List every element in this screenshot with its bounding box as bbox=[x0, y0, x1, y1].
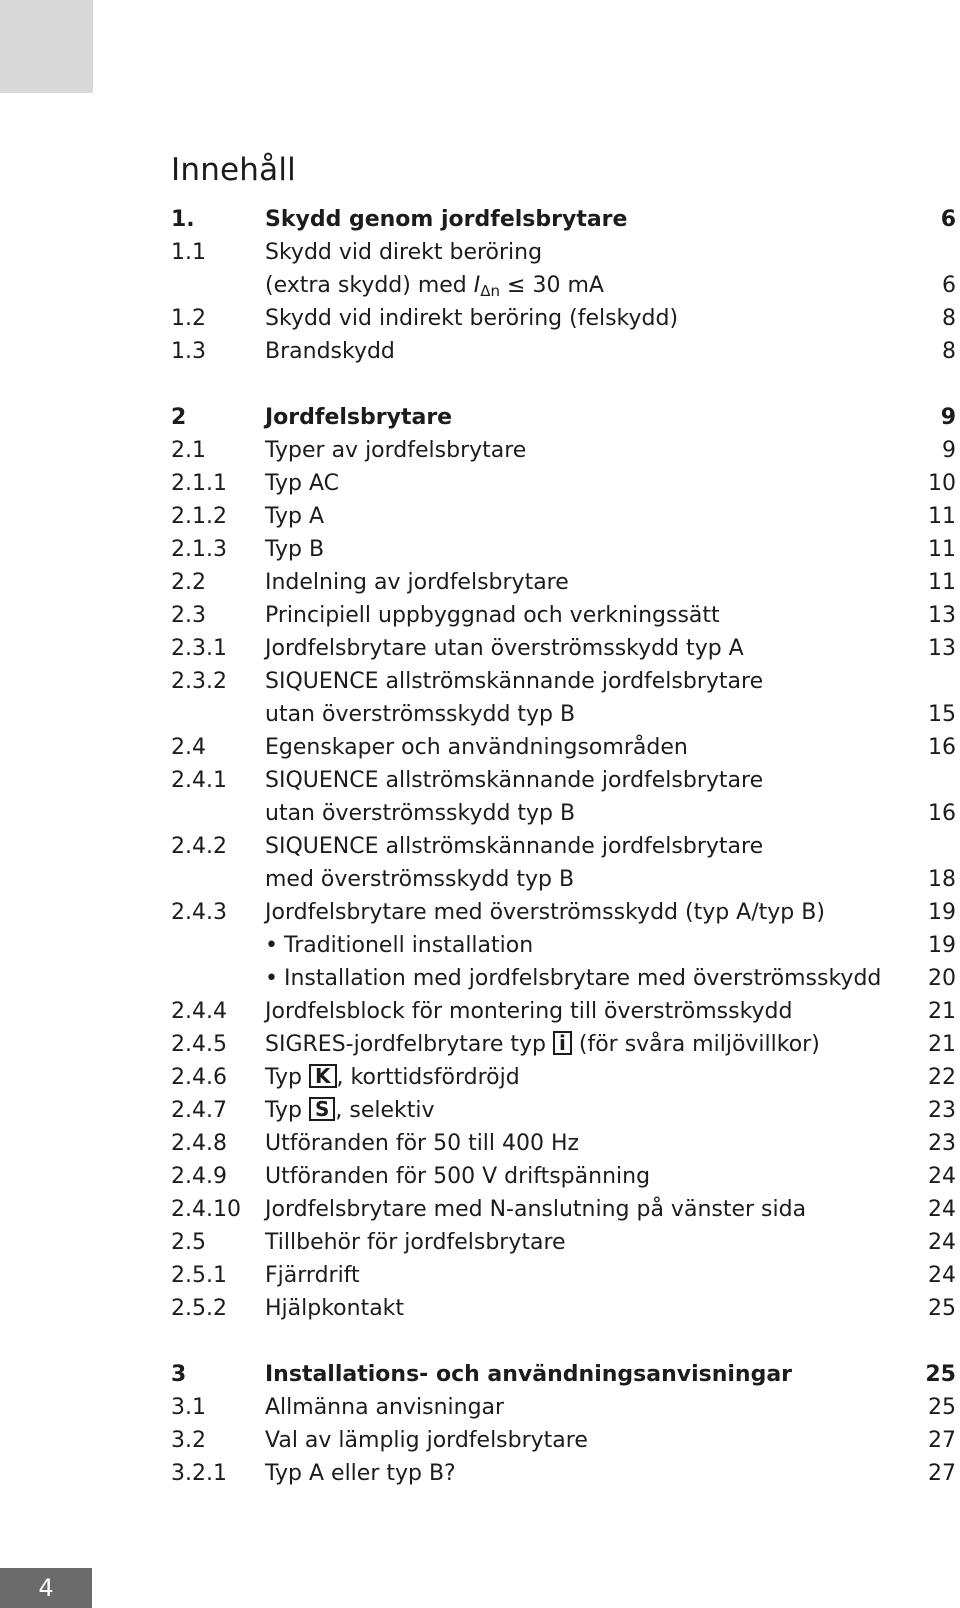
toc-entry-title: Jordfelsblock för montering till överströmsskydd bbox=[265, 999, 793, 1024]
toc-entry-title bbox=[265, 929, 533, 962]
toc-entry[interactable] bbox=[171, 1358, 956, 1391]
toc-entry-title: Typ B bbox=[265, 537, 325, 562]
toc-entry[interactable] bbox=[171, 995, 956, 1028]
toc-entry[interactable] bbox=[171, 335, 956, 368]
toc-entry-number: 2.5 bbox=[171, 1230, 206, 1255]
toc-entry[interactable] bbox=[171, 500, 956, 533]
current-symbol: I bbox=[473, 273, 481, 298]
toc-entry-number: 2.4.4 bbox=[171, 999, 227, 1024]
toc-entry[interactable] bbox=[171, 896, 956, 929]
page-number-badge: 4 bbox=[0, 1568, 92, 1608]
toc-entry-title: Tillbehör för jordfelsbrytare bbox=[265, 1230, 566, 1255]
toc-entry[interactable] bbox=[171, 1259, 956, 1292]
toc-entry-number: 1.2 bbox=[171, 306, 206, 331]
toc-entry-page: 25 bbox=[928, 1296, 956, 1321]
toc-entry-page: 6 bbox=[942, 273, 956, 298]
toc-entry-title: Jordfelsbrytare utan överströmsskydd typ A bbox=[265, 636, 744, 661]
toc-entry-page: 11 bbox=[928, 504, 956, 529]
toc-entry-number: 2.5.2 bbox=[171, 1296, 227, 1321]
toc-entry[interactable] bbox=[171, 434, 956, 467]
toc-entry[interactable] bbox=[171, 764, 956, 797]
toc-entry-title: SIQUENCE allströmskännande jordfelsbrytare bbox=[265, 834, 764, 859]
toc-entry-number: 2.3.1 bbox=[171, 636, 227, 661]
toc-entry-number: 3 bbox=[171, 1362, 187, 1387]
toc-entry-title: Skydd vid indirekt beröring (felskydd) bbox=[265, 306, 679, 331]
page-title: Innehåll bbox=[171, 152, 296, 188]
toc-entry-page: 24 bbox=[928, 1197, 956, 1222]
toc-entry-page: 9 bbox=[942, 438, 956, 463]
toc-entry[interactable] bbox=[171, 566, 956, 599]
toc-entry-title bbox=[265, 1094, 435, 1127]
toc-entry-number: 3.2 bbox=[171, 1428, 206, 1453]
toc-entry-title: Indelning av jordfelsbrytare bbox=[265, 570, 569, 595]
toc-entry-title bbox=[265, 1061, 520, 1094]
toc-entry-number: 2.1 bbox=[171, 438, 206, 463]
toc-entry-number: 2.4.6 bbox=[171, 1065, 227, 1090]
toc-entry-continuation[interactable] bbox=[171, 797, 956, 830]
type-i-symbol-icon: i bbox=[553, 1031, 572, 1055]
bullet-icon: • bbox=[265, 933, 278, 958]
toc-entry-title: Allmänna anvisningar bbox=[265, 1395, 505, 1420]
toc-entry-page: 10 bbox=[928, 471, 956, 496]
toc-entry[interactable] bbox=[171, 599, 956, 632]
toc-entry-continuation[interactable] bbox=[171, 269, 956, 302]
toc-entry-title: Typer av jordfelsbrytare bbox=[265, 438, 527, 463]
toc-entry-title: Jordfelsbrytare med överströmsskydd (typ A/typ B) bbox=[265, 900, 825, 925]
toc-entry-page: 24 bbox=[928, 1263, 956, 1288]
toc-entry-page: 27 bbox=[928, 1461, 956, 1486]
toc-entry[interactable] bbox=[171, 632, 956, 665]
toc-entry-number: 2.2 bbox=[171, 570, 206, 595]
toc-entry-title: Typ AC bbox=[265, 471, 340, 496]
toc-entry[interactable] bbox=[171, 1061, 956, 1094]
corner-decoration-block bbox=[0, 0, 93, 93]
toc-entry[interactable] bbox=[171, 1094, 956, 1127]
toc-entry-page: 6 bbox=[940, 207, 956, 232]
bullet-icon: • bbox=[265, 966, 278, 991]
toc-entry-title-part: ≤ 30 mA bbox=[500, 273, 604, 298]
toc-entry[interactable] bbox=[171, 1193, 956, 1226]
toc-entry-title: utan överströmsskydd typ B bbox=[265, 702, 576, 727]
toc-entry-number: 2.4.1 bbox=[171, 768, 227, 793]
toc-entry-page: 16 bbox=[928, 801, 956, 826]
toc-entry-number: 1.3 bbox=[171, 339, 206, 364]
toc-entry-page: 8 bbox=[942, 306, 956, 331]
toc-entry[interactable] bbox=[171, 1292, 956, 1325]
toc-entry-title: Typ A eller typ B? bbox=[265, 1461, 456, 1486]
toc-entry-number: 3.1 bbox=[171, 1395, 206, 1420]
toc-entry-title-part: Typ bbox=[265, 1098, 309, 1123]
toc-entry-title: utan överströmsskydd typ B bbox=[265, 801, 576, 826]
toc-entry-title-part: Traditionell installation bbox=[283, 933, 534, 958]
toc-entry-number: 2.4.9 bbox=[171, 1164, 227, 1189]
toc-entry-title-part: (extra skydd) med bbox=[265, 273, 474, 298]
toc-entry[interactable] bbox=[171, 1457, 956, 1490]
toc-entry-continuation[interactable] bbox=[171, 863, 956, 896]
toc-entry[interactable] bbox=[171, 1226, 956, 1259]
toc-entry-page: 8 bbox=[942, 339, 956, 364]
toc-entry-page: 13 bbox=[928, 603, 956, 628]
current-subscript: Δn bbox=[480, 282, 501, 300]
toc-entry[interactable] bbox=[171, 1391, 956, 1424]
toc-entry-number: 2 bbox=[171, 405, 187, 430]
toc-entry-page: 19 bbox=[928, 933, 956, 958]
table-of-contents bbox=[171, 203, 956, 1490]
toc-entry-page: 21 bbox=[928, 999, 956, 1024]
toc-entry-number: 2.1.3 bbox=[171, 537, 227, 562]
toc-entry-title: SIQUENCE allströmskännande jordfelsbrytare bbox=[265, 768, 764, 793]
toc-entry-page: 9 bbox=[940, 405, 956, 430]
toc-entry-number: 2.5.1 bbox=[171, 1263, 227, 1288]
toc-entry-title bbox=[265, 962, 881, 995]
toc-bullet-entry[interactable] bbox=[171, 962, 956, 995]
toc-entry[interactable] bbox=[171, 533, 956, 566]
toc-entry-continuation[interactable] bbox=[171, 698, 956, 731]
toc-entry-title: Hjälpkontakt bbox=[265, 1296, 405, 1321]
toc-entry-title: Installations- och användningsanvisningar bbox=[265, 1362, 793, 1387]
toc-entry-page: 24 bbox=[928, 1230, 956, 1255]
toc-entry-page: 19 bbox=[928, 900, 956, 925]
toc-entry-title: Utföranden för 50 till 400 Hz bbox=[265, 1131, 580, 1156]
toc-entry-number: 2.3.2 bbox=[171, 669, 227, 694]
toc-entry-title: Skydd vid direkt beröring bbox=[265, 240, 543, 265]
toc-entry-title: Val av lämplig jordfelsbrytare bbox=[265, 1428, 588, 1453]
toc-entry[interactable] bbox=[171, 1160, 956, 1193]
toc-entry-number: 2.1.2 bbox=[171, 504, 227, 529]
toc-entry-number: 3.2.1 bbox=[171, 1461, 227, 1486]
toc-entry-page: 22 bbox=[928, 1065, 956, 1090]
toc-bullet-entry[interactable] bbox=[171, 929, 956, 962]
toc-entry-page: 13 bbox=[928, 636, 956, 661]
toc-entry-page: 25 bbox=[928, 1395, 956, 1420]
toc-entry[interactable] bbox=[171, 1028, 956, 1061]
toc-entry-page: 23 bbox=[928, 1131, 956, 1156]
toc-entry[interactable] bbox=[171, 665, 956, 698]
toc-entry-page: 24 bbox=[928, 1164, 956, 1189]
toc-entry-page: 23 bbox=[928, 1098, 956, 1123]
toc-entry-title-part: Installation med jordfelsbrytare med överströmsskydd bbox=[283, 966, 882, 991]
toc-entry[interactable] bbox=[171, 236, 956, 269]
toc-entry[interactable] bbox=[171, 731, 956, 764]
toc-entry-title-part: , korttidsfördröjd bbox=[336, 1065, 520, 1090]
toc-entry-page: 16 bbox=[928, 735, 956, 760]
toc-entry[interactable] bbox=[171, 401, 956, 434]
toc-entry-title: Jordfelsbrytare bbox=[265, 405, 453, 430]
toc-entry-title: med överströmsskydd typ B bbox=[265, 867, 575, 892]
toc-entry-title: Fjärrdrift bbox=[265, 1263, 360, 1288]
toc-entry-title: Skydd genom jordfelsbrytare bbox=[265, 207, 628, 232]
toc-entry-number: 2.4.2 bbox=[171, 834, 227, 859]
toc-entry-title bbox=[265, 269, 604, 304]
toc-entry-page: 20 bbox=[928, 966, 956, 991]
toc-entry-title: Brandskydd bbox=[265, 339, 395, 364]
toc-entry-number: 1.1 bbox=[171, 240, 206, 265]
toc-entry-title: Jordfelsbrytare med N-anslutning på vänster sida bbox=[265, 1197, 807, 1222]
type-s-symbol-icon: S bbox=[309, 1097, 335, 1121]
toc-entry-title: Utföranden för 500 V driftspänning bbox=[265, 1164, 651, 1189]
toc-entry[interactable] bbox=[171, 302, 956, 335]
toc-entry-number: 2.4 bbox=[171, 735, 206, 760]
toc-entry[interactable] bbox=[171, 1424, 956, 1457]
type-k-symbol-icon: K bbox=[309, 1064, 337, 1088]
toc-entry-title: SIQUENCE allströmskännande jordfelsbrytare bbox=[265, 669, 764, 694]
toc-entry-number: 2.3 bbox=[171, 603, 206, 628]
toc-entry-number: 2.4.3 bbox=[171, 900, 227, 925]
toc-entry-page: 15 bbox=[928, 702, 956, 727]
toc-entry-title-part: , selektiv bbox=[335, 1098, 435, 1123]
toc-entry-title-part: Typ bbox=[265, 1065, 309, 1090]
toc-entry-number: 2.4.8 bbox=[171, 1131, 227, 1156]
toc-entry[interactable] bbox=[171, 467, 956, 500]
toc-entry-title bbox=[265, 1028, 820, 1061]
toc-entry-title: Typ A bbox=[265, 504, 325, 529]
toc-entry[interactable] bbox=[171, 1127, 956, 1160]
toc-entry-title: Egenskaper och användningsområden bbox=[265, 735, 688, 760]
toc-entry-title: Principiell uppbyggnad och verkningssätt bbox=[265, 603, 720, 628]
toc-entry-number: 2.4.10 bbox=[171, 1197, 241, 1222]
toc-entry-title-part: (för svåra miljövillkor) bbox=[571, 1032, 820, 1057]
toc-entry-number: 2.4.5 bbox=[171, 1032, 227, 1057]
toc-entry-page: 25 bbox=[925, 1362, 956, 1387]
toc-entry-page: 18 bbox=[928, 867, 956, 892]
toc-entry-page: 11 bbox=[928, 537, 956, 562]
toc-entry-page: 21 bbox=[928, 1032, 956, 1057]
toc-entry-page: 11 bbox=[928, 570, 956, 595]
toc-entry[interactable] bbox=[171, 830, 956, 863]
toc-entry-number: 2.1.1 bbox=[171, 471, 227, 496]
toc-entry[interactable] bbox=[171, 203, 956, 236]
toc-entry-number: 1. bbox=[171, 207, 195, 232]
toc-entry-page: 27 bbox=[928, 1428, 956, 1453]
toc-entry-number: 2.4.7 bbox=[171, 1098, 227, 1123]
toc-entry-title-part: SIGRES-jordfelbrytare typ bbox=[265, 1032, 554, 1057]
